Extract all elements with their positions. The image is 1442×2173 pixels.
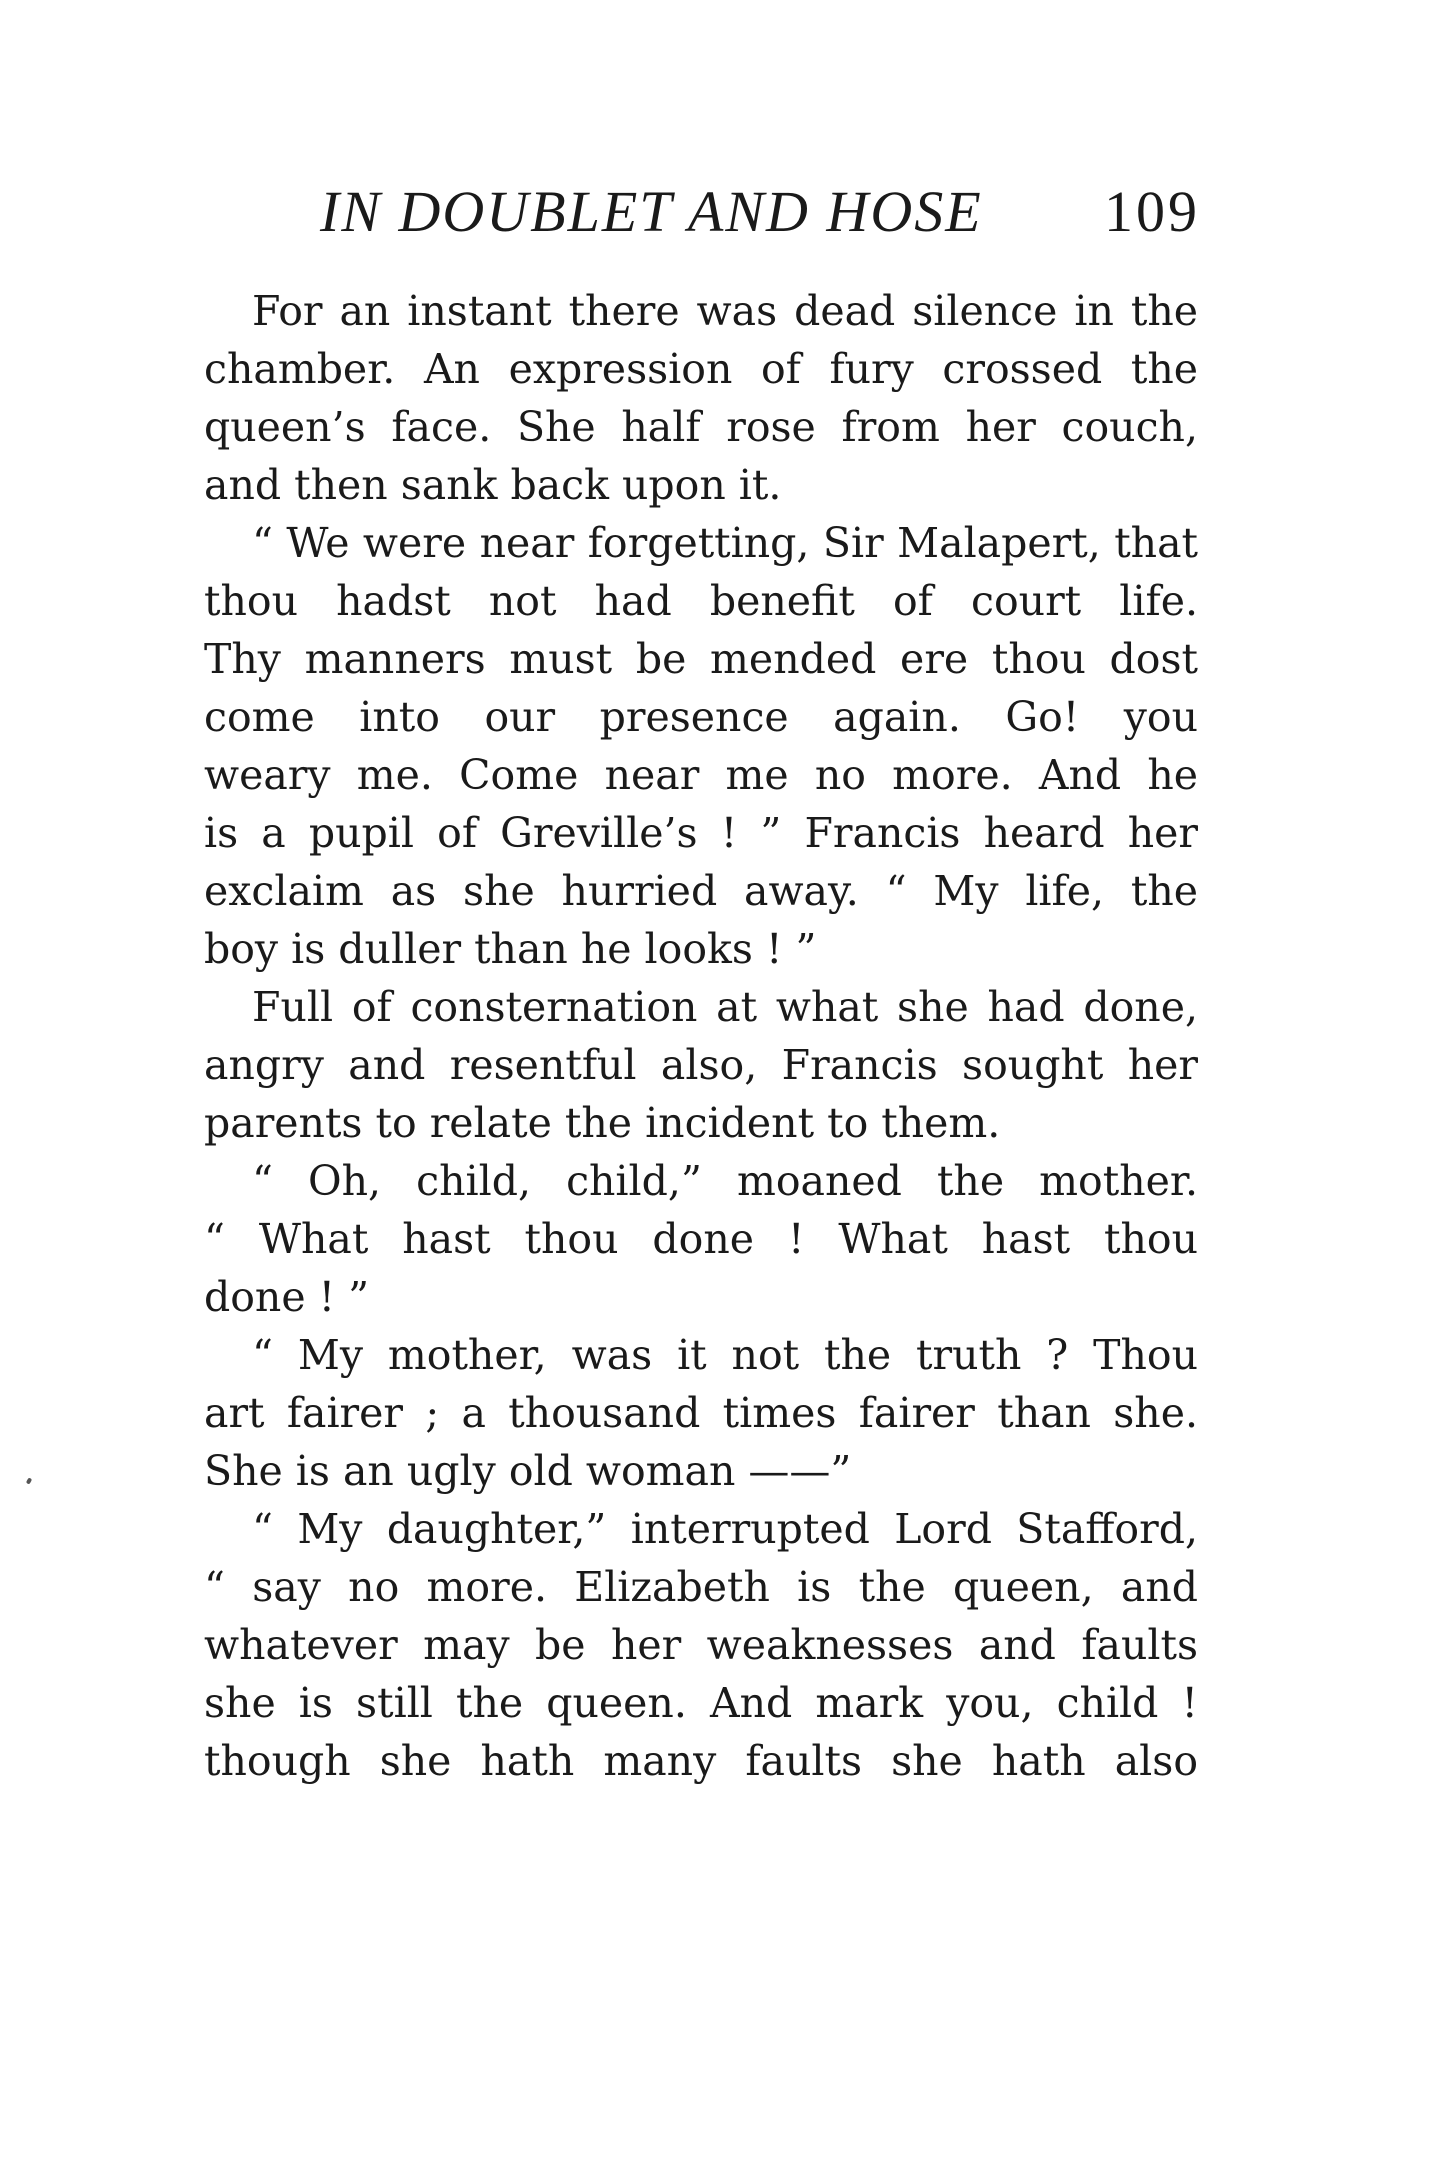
text-line: exclaim as she hurried away. “ My life, the [204, 867, 1198, 915]
text-line: “ My daughter,” interrupted Lord Stafford, [252, 1505, 1198, 1553]
text-line: For an instant there was dead silence in the [252, 287, 1198, 335]
text-line: done ! ” [204, 1273, 370, 1321]
text-line: “ We were near forgetting, Sir Malapert, that [252, 519, 1198, 567]
text-line: “ say no more. Elizabeth is the queen, and [204, 1563, 1198, 1611]
text-line: She is an ugly old woman ——” [204, 1447, 852, 1495]
text-line: “ What hast thou done ! What hast thou [204, 1215, 1198, 1263]
text-line: Thy manners must be mended ere thou dost [204, 635, 1198, 683]
text-line: boy is duller than he looks ! ” [204, 925, 817, 973]
text-line: chamber. An expression of fury crossed the [204, 345, 1198, 393]
text-line: come into our presence again. Go! you [204, 693, 1198, 741]
body-text [204, 282, 1198, 1790]
running-title: IN DOUBLET AND HOSE [320, 179, 983, 244]
text-line: whatever may be her weaknesses and faults [204, 1621, 1198, 1669]
text-line: parents to relate the incident to them. [204, 1099, 1001, 1147]
page-number: 109 [1104, 179, 1200, 244]
stray-ink-mark [26, 1477, 32, 1484]
text-line: angry and resentful also, Francis sought her [204, 1041, 1198, 1089]
text-line: though she hath many faults she hath also [204, 1737, 1198, 1785]
text-line: and then sank back upon it. [204, 461, 782, 509]
text-line: art fairer ; a thousand times fairer than she. [204, 1389, 1198, 1437]
running-header [320, 178, 1200, 248]
text-line: she is still the queen. And mark you, child ! [204, 1679, 1198, 1727]
text-line: thou hadst not had benefit of court life. [204, 577, 1198, 625]
text-line: “ My mother, was it not the truth ? Thou [252, 1331, 1198, 1379]
text-line: weary me. Come near me no more. And he [204, 751, 1198, 799]
text-line: is a pupil of Greville’s ! ” Francis heard her [204, 809, 1198, 857]
text-line: “ Oh, child, child,” moaned the mother. [252, 1157, 1198, 1205]
text-line: queen’s face. She half rose from her couch, [204, 403, 1198, 451]
text-line: Full of consternation at what she had done, [252, 983, 1198, 1031]
